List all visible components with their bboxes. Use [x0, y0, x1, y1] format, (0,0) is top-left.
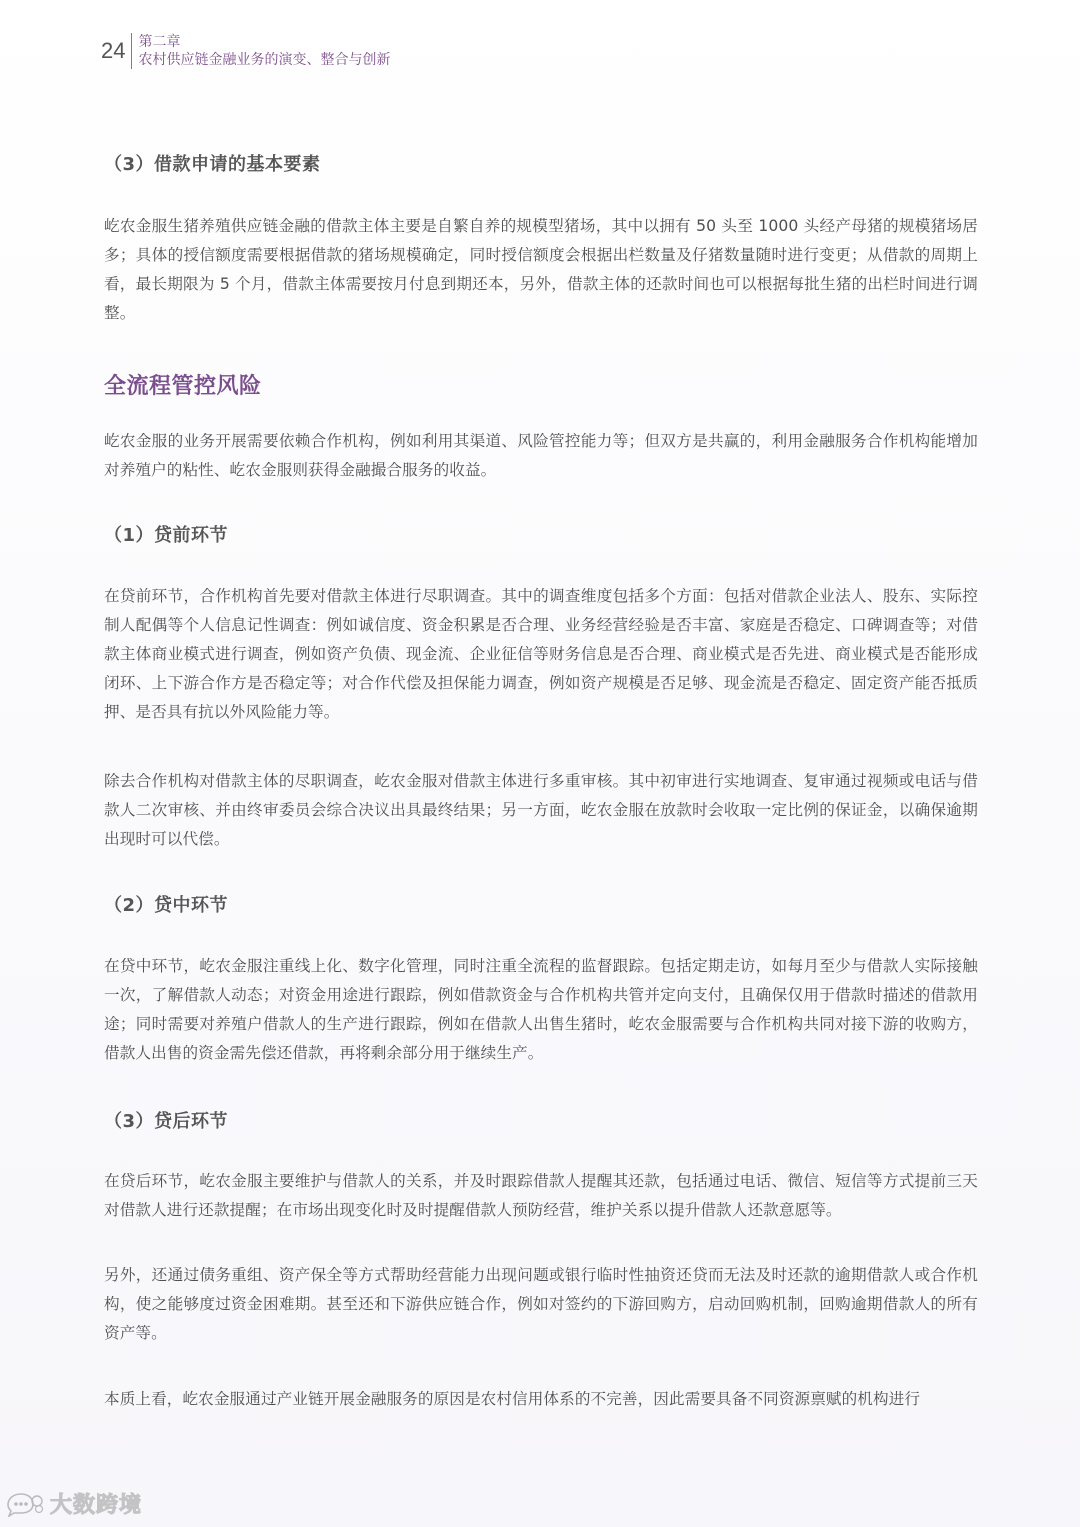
- page-header: [101, 30, 390, 72]
- post-loan-paragraph-2: 另外，还通过债务重组、资产保全等方式帮助经营能力出现问题或银行临时性抽资还贷而无法及时还款的逾期借款人或合作机构，使之能够度过资金困难期。甚至还和下游供应链合作，例如对签约的下游回购方，启动回购机制，回购逾期借款人的所有资产等。: [104, 1266, 978, 1342]
- chapter-label: 第二章: [138, 34, 181, 50]
- chapter-title: 农村供应链金融业务的演变、整合与创新: [138, 52, 391, 68]
- header-divider: [131, 33, 132, 69]
- page-number: 24: [101, 38, 126, 63]
- risk-control-paragraph: 屹农金服的业务开展需要依赖合作机构，例如利用其渠道、风险管控能力等；但双方是共赢的，利用金融服务合作机构能增加对养殖户的粘性、屹农金服则获得金融撮合服务的收益。: [104, 432, 978, 479]
- mid-loan-heading: （2）贷中环节: [104, 895, 229, 916]
- post-loan-paragraph-1: 在贷后环节，屹农金服主要维护与借款人的关系，并及时跟踪借款人提醒其还款，包括通过电话、微信、短信等方式提前三天对借款人进行还款提醒；在市场出现变化时及时提醒借款人预防经营，维护关系以提升借款人还款意愿等。: [104, 1172, 978, 1219]
- loan-requirements-paragraph: 屹农金服生猪养殖供应链金融的借款主体主要是自繁自养的规模型猪场，其中以拥有 50 头至 1000 头经产母猪的规模猪场居多；具体的授信额度需要根据借款的猪场规模确定，同时授信额度会根据出栏数量及仔猪数量随时进行变更；从借款的周期上看，最长期限为 5 个月，借款主体需要按月付息到期还本，另外，借款主体的还款时间也可以根据每批生猪的出栏时间进行调整。: [104, 217, 978, 322]
- mid-loan-paragraph: 在贷中环节，屹农金服注重线上化、数字化管理，同时注重全流程的监督跟踪。包括定期走访，如每月至少与借款人实际接触一次，了解借款人动态；对资金用途进行跟踪，例如借款资金与合作机构共管并定向支付，且确保仅用于借款时描述的借款用途；同时需要对养殖户借款人的生产进行跟踪，例如在借款人出售生猪时，屹农金服需要与合作机构共同对接下游的收购方，借款人出售的资金需先偿还借款，再将剩余部分用于继续生产。: [104, 957, 978, 1062]
- pre-loan-paragraph-2: 除去合作机构对借款主体的尽职调查，屹农金服对借款主体进行多重审核。其中初审进行实地调查、复审通过视频或电话与借款人二次审核、并由终审委员会综合决议出具最终结果；另一方面，屹农金服在放款时会收取一定比例的保证金，以确保逾期出现时可以代偿。: [104, 772, 978, 848]
- header-text: [138, 33, 390, 69]
- watermark-text: 大数跨境: [50, 1493, 143, 1518]
- pre-loan-heading: （1）贷前环节: [104, 525, 229, 546]
- watermark: [4, 1488, 142, 1519]
- closing-paragraph: 本质上看，屹农金服通过产业链开展金融服务的原因是农村信用体系的不完善，因此需要具备不同资源禀赋的机构进行: [104, 1390, 921, 1408]
- pre-loan-paragraph-1: 在贷前环节，合作机构首先要对借款主体进行尽职调查。其中的调查维度包括多个方面：包括对借款企业法人、股东、实际控制人配偶等个人信息记性调查：例如诚信度、资金积累是否合理、业务经营经验是否丰富、家庭是否稳定、口碑调查等；对借款主体商业模式进行调查，例如资产负债、现金流、企业征信等财务信息是否合理、商业模式是否先进、商业模式是否能形成闭环、上下游合作方是否稳定等；对合作代偿及担保能力调查，例如资产规模是否足够、现金流是否稳定、固定资产能否抵质押、是否具有抗以外风险能力等。: [104, 587, 978, 721]
- chat-bubble-logo-icon: [4, 1491, 46, 1517]
- risk-control-heading: 全流程管控风险: [104, 374, 262, 399]
- loan-requirements-heading: （3）借款申请的基本要素: [104, 154, 321, 175]
- post-loan-heading: （3）贷后环节: [104, 1111, 229, 1132]
